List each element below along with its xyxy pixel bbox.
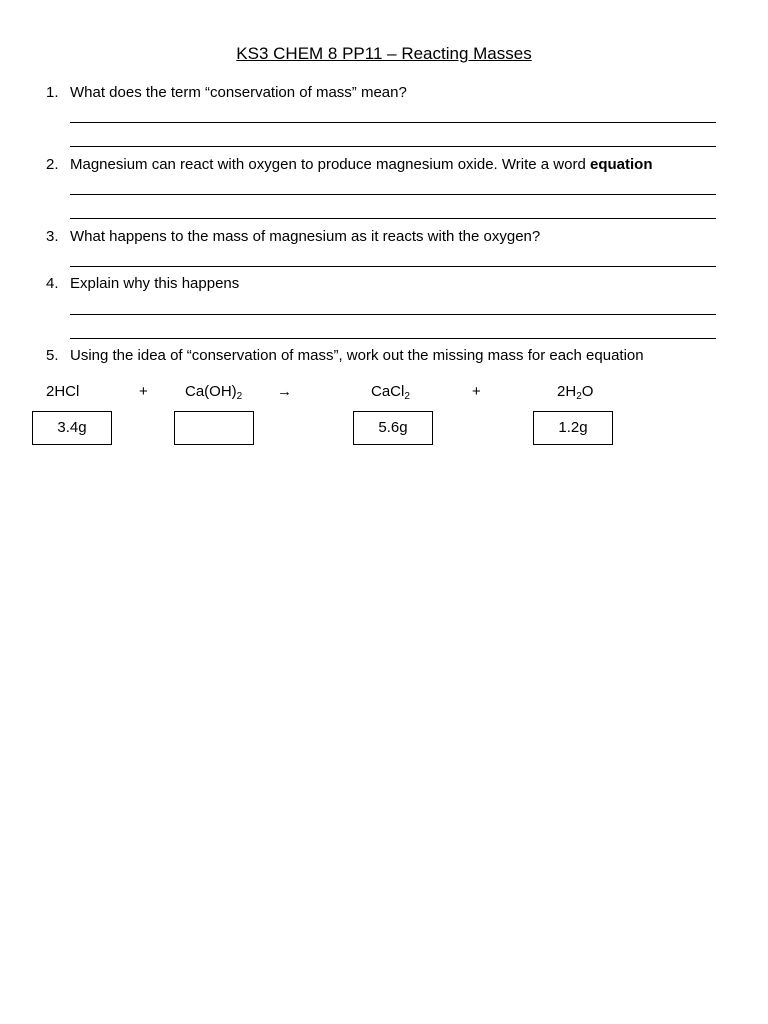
formula-hcl: 2HCl bbox=[46, 383, 80, 400]
question-5 bbox=[46, 347, 726, 364]
formula-water: $2H_2O$ bbox=[557, 383, 594, 402]
question-text: What does the term “conservation of mass” mean? bbox=[70, 84, 407, 101]
question-number: 1. bbox=[46, 84, 59, 101]
worksheet-title: KS3 CHEM 8 PP11 – Reacting Masses bbox=[236, 44, 532, 63]
question-text: Magnesium can react with oxygen to produce magnesium oxide. Write a word bbox=[70, 156, 590, 173]
reaction-arrow: → bbox=[277, 383, 292, 400]
question-number: 5. bbox=[46, 347, 59, 364]
answer-line[interactable] bbox=[70, 194, 716, 195]
question-4 bbox=[46, 275, 726, 292]
mass-box-water: 1.2g bbox=[533, 411, 613, 445]
question-bold-word: equation bbox=[589, 156, 653, 173]
answer-line[interactable] bbox=[70, 338, 716, 339]
answer-line[interactable] bbox=[70, 218, 716, 219]
plus-sign: + bbox=[472, 383, 481, 400]
question-number: 4. bbox=[46, 275, 59, 292]
formula-calcium-chloride: CaCl$_2$ bbox=[371, 383, 410, 402]
formula-calcium-hydroxide: $Ca(OH)_2$ bbox=[185, 383, 243, 402]
plus-sign: + bbox=[139, 383, 148, 400]
question-3 bbox=[46, 228, 726, 245]
question-2 bbox=[46, 156, 726, 173]
mass-box-hcl: 3.4g bbox=[32, 411, 112, 445]
question-text: What happens to the mass of magnesium as it reacts with the oxygen? bbox=[70, 228, 541, 245]
mass-box-calcium-chloride: 5.6g bbox=[353, 411, 433, 445]
answer-line[interactable] bbox=[70, 314, 716, 315]
answer-line[interactable] bbox=[70, 266, 716, 267]
question-text: Using the idea of “conservation of mass”, work out the missing mass for each equation bbox=[70, 347, 644, 364]
question-1 bbox=[46, 84, 726, 101]
question-text: Explain why this happens bbox=[70, 275, 240, 292]
question-number: 2. bbox=[46, 156, 59, 173]
mass-box-calcium-hydroxide[interactable] bbox=[174, 411, 254, 445]
question-number: 3. bbox=[46, 228, 59, 245]
answer-line[interactable] bbox=[70, 122, 716, 123]
answer-line[interactable] bbox=[70, 146, 716, 147]
